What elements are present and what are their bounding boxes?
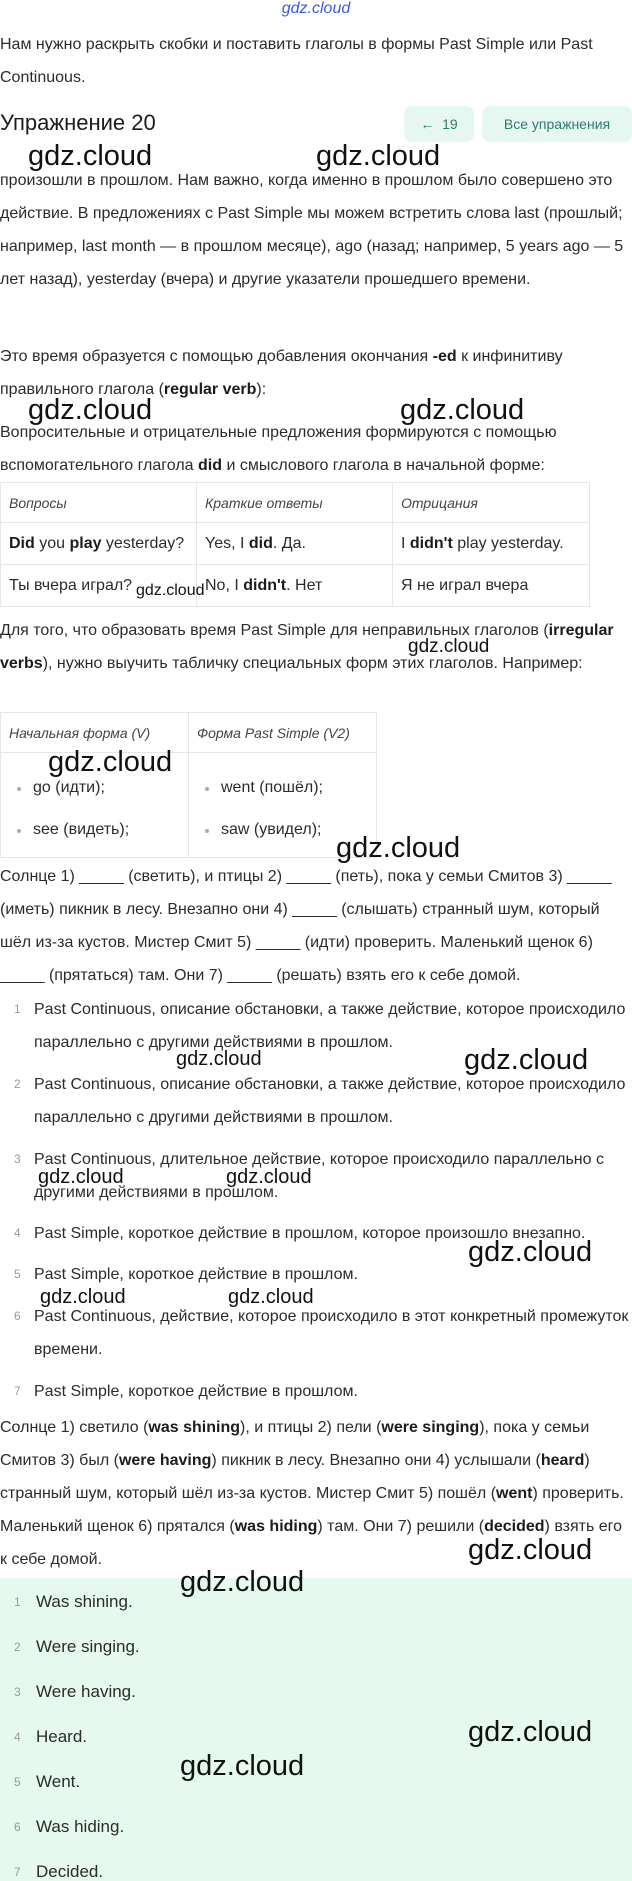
item-number: 1 [14,1002,21,1016]
item-number: 3 [14,1685,21,1699]
watermark: gdz.cloud [468,1236,593,1268]
exercise-header [0,104,632,144]
list-item: went (пошёл); [189,767,376,809]
p4-term: irregular verbs [0,622,614,672]
cell-part: yesterday? [101,534,185,552]
p3-part: и смыслового глагола в начальной форме: [222,457,545,474]
item-number: 5 [14,1267,21,1281]
list-item: go (идти); [1,767,188,809]
task-text: Солнце 1) _____ (светить), и птицы 2) _____ (петь), пока у семьи Смитов 3) _____ (иметь) пикник в лесу. Внезапно они 4) _____ (слышать) странный шум, который шёл из-за кустов. Мистер Смит 5) _____ (идти) проверить. Маленький щенок 6) _____ (прятаться) там. Они 7) _____ (решать) взять его к себе домой. [0,868,612,984]
item-number: 7 [14,1865,21,1879]
didnt-word: didn't [243,576,287,594]
text-part: ), и птицы 2) пели ( [240,1419,382,1436]
did-table [0,482,590,607]
didnt-word: didn't [409,534,453,552]
item-number: 4 [14,1730,21,1744]
text-part: ) пикник в лесу. Внезапно они 4) услышали ( [211,1452,541,1469]
list-item [0,1582,632,1627]
cell-part: No, I [205,576,244,594]
item-text: Past Continuous, описание обстановки, а также действие, которое происходило параллельно с другими действиями в прошлом. [34,1076,626,1126]
watermark: gdz.cloud [400,394,525,426]
irregular-verbs-table [0,712,377,858]
item-number: 7 [14,1384,21,1398]
answer-text: Decided. [36,1862,104,1881]
watermark: gdz.cloud [28,394,153,426]
p4-part: ), нужно выучить табличку специальных форм этих глаголов. Например: [42,655,583,672]
cell-part: . Да. [272,534,306,552]
item-text: Past Simple, короткое действие в прошлом, которое произошло внезапно. [34,1225,586,1242]
table-header-row [1,483,590,523]
p2-part: ): [256,381,267,398]
item-text: Past Continuous, длительное действие, которое происходило параллельно с другими действиями в прошлом. [34,1151,604,1201]
item-number: 6 [14,1309,21,1323]
answer-text: Was hiding. [36,1817,125,1836]
p3-part: Вопросительные и отрицательные предложения формируются с помощью вспомогательного глагола [0,424,557,474]
item-number: 1 [14,1595,21,1609]
item-number: 5 [14,1775,21,1789]
answer-verb: was shining [148,1419,240,1436]
prev-exercise-button[interactable] [404,106,474,142]
theory-paragraph-1: произошли в прошлом. Нам важно, когда именно в прошлом было совершено это действие. В предложениях с Past Simple мы можем встретить слова last (прошлый; например, last month — в прошлом месяце), ago (назад; например, 5 years ago — 5 лет назад), yesterday (вчера) и другие указатели прошедшего времени. [0,172,624,288]
answer-verb: heard [540,1452,585,1469]
p3-did: did [198,457,222,474]
text-part: Солнце 1) светило ( [0,1419,149,1436]
table-header-cell: Начальная форма (V) [1,713,189,753]
item-text: Past Simple, короткое действие в прошлом. [34,1266,358,1283]
item-number: 6 [14,1820,21,1834]
item-number: 4 [14,1226,21,1240]
watermark: gdz.cloud [228,1286,314,1308]
cell-part: Yes, I [205,534,249,552]
answer-text: Was shining. [36,1592,133,1611]
table-cell [1,523,197,565]
cell-part: . Нет [286,576,323,594]
answer-text: Were having. [36,1682,136,1701]
p2-part: к инфинитиву правильного глагола ( [0,348,563,398]
list-item: saw (увидел); [189,809,376,851]
watermark: gdz.cloud [136,582,205,599]
did-word: did [248,534,273,552]
list-item [0,1627,632,1672]
answer-verb: were having [118,1452,212,1469]
watermark: gdz.cloud [336,832,461,864]
did-word: Did [9,534,35,552]
item-text: Past Continuous, описание обстановки, а также действие, которое происходило параллельно с другими действиями в прошлом. [34,1001,626,1051]
p2-part: Это время образуется с помощью добавления окончания [0,348,433,365]
list-item [0,1762,632,1807]
answer-text: Went. [36,1772,81,1791]
list-item: see (видеть); [1,809,188,851]
p2-ending: -ed [432,348,457,365]
item-number: 3 [14,1152,21,1166]
watermark: gdz.cloud [176,1048,262,1070]
item-text: Past Simple, короткое действие в прошлом. [34,1383,358,1400]
text-part: ) странный шум, который шёл из-за кустов. Мистер Смит 5) пошёл ( [0,1452,590,1502]
text-part: ) там. Они 7) решили ( [317,1518,485,1535]
text-part: ), пока у семьи Смитов 3) был ( [0,1419,590,1469]
watermark: gdz.cloud [48,746,173,778]
item-text: Past Continuous, действие, которое происходило в этот конкретный промежуток времени. [34,1308,629,1358]
watermark: gdz.cloud [468,1534,593,1566]
table-cell [197,565,393,607]
watermark: gdz.cloud [38,1166,124,1188]
list-item [0,1300,632,1366]
table-header-cell: Вопросы [1,483,197,523]
watermark: gdz.cloud [40,1286,126,1308]
watermark: gdz.cloud [468,1716,593,1748]
list-item [0,1852,632,1881]
item-number: 2 [14,1077,21,1091]
table-cell [393,523,590,565]
answer-verb: decided [484,1518,545,1535]
list-item [0,1068,632,1134]
watermark: gdz.cloud [28,140,153,172]
table-header-cell: Отрицания [393,483,590,523]
prev-exercise-label: 19 [442,116,458,132]
table-cell [197,523,393,565]
item-number: 2 [14,1640,21,1654]
answer-verb: was hiding [234,1518,318,1535]
watermark: gdz.cloud [180,1750,305,1782]
cell-part: you [34,534,70,552]
answer-verb: went [496,1485,533,1502]
watermark: gdz.cloud [180,1566,305,1598]
arrow-left-icon: ← [420,116,435,132]
table-row [1,565,590,607]
site-logo[interactable]: gdz.cloud [281,0,351,17]
p4-part: Для того, что образовать время Past Simple для неправильных глаголов ( [0,622,549,639]
cell-part: I [401,534,410,552]
text-part: ) проверить. Маленький щенок 6) прятался ( [0,1485,624,1535]
exercise-title: Упражнение 20 [0,110,156,135]
answer-text: Heard. [36,1727,88,1746]
play-word: play [69,534,102,552]
watermark: gdz.cloud [408,636,490,657]
table-header-cell: Краткие ответы [197,483,393,523]
table-row [1,523,590,565]
table-header-cell: Форма Past Simple (V2) [189,713,377,753]
list-item [0,1807,632,1852]
watermark: gdz.cloud [316,140,441,172]
table-cell: Я не играл вчера [393,565,590,607]
table-cell: Ты вчера играл? [1,565,197,607]
list-item [0,1672,632,1717]
p2-term: regular verb [163,381,257,398]
watermark: gdz.cloud [464,1044,589,1076]
answer-text: Were singing. [36,1637,140,1656]
list-item [0,1375,632,1408]
text-part: ) взять его к себе домой. [0,1518,623,1568]
answer-verb: were singing [381,1419,480,1436]
watermark: gdz.cloud [226,1166,312,1188]
cell-part: play yesterday. [452,534,564,552]
theory-paragraph-4 [0,614,632,680]
all-exercises-button[interactable]: Все упражнения [482,106,632,142]
intro-text: Нам нужно раскрыть скобки и поставить глаголы в формы Past Simple или Past Continuous. [0,36,593,86]
